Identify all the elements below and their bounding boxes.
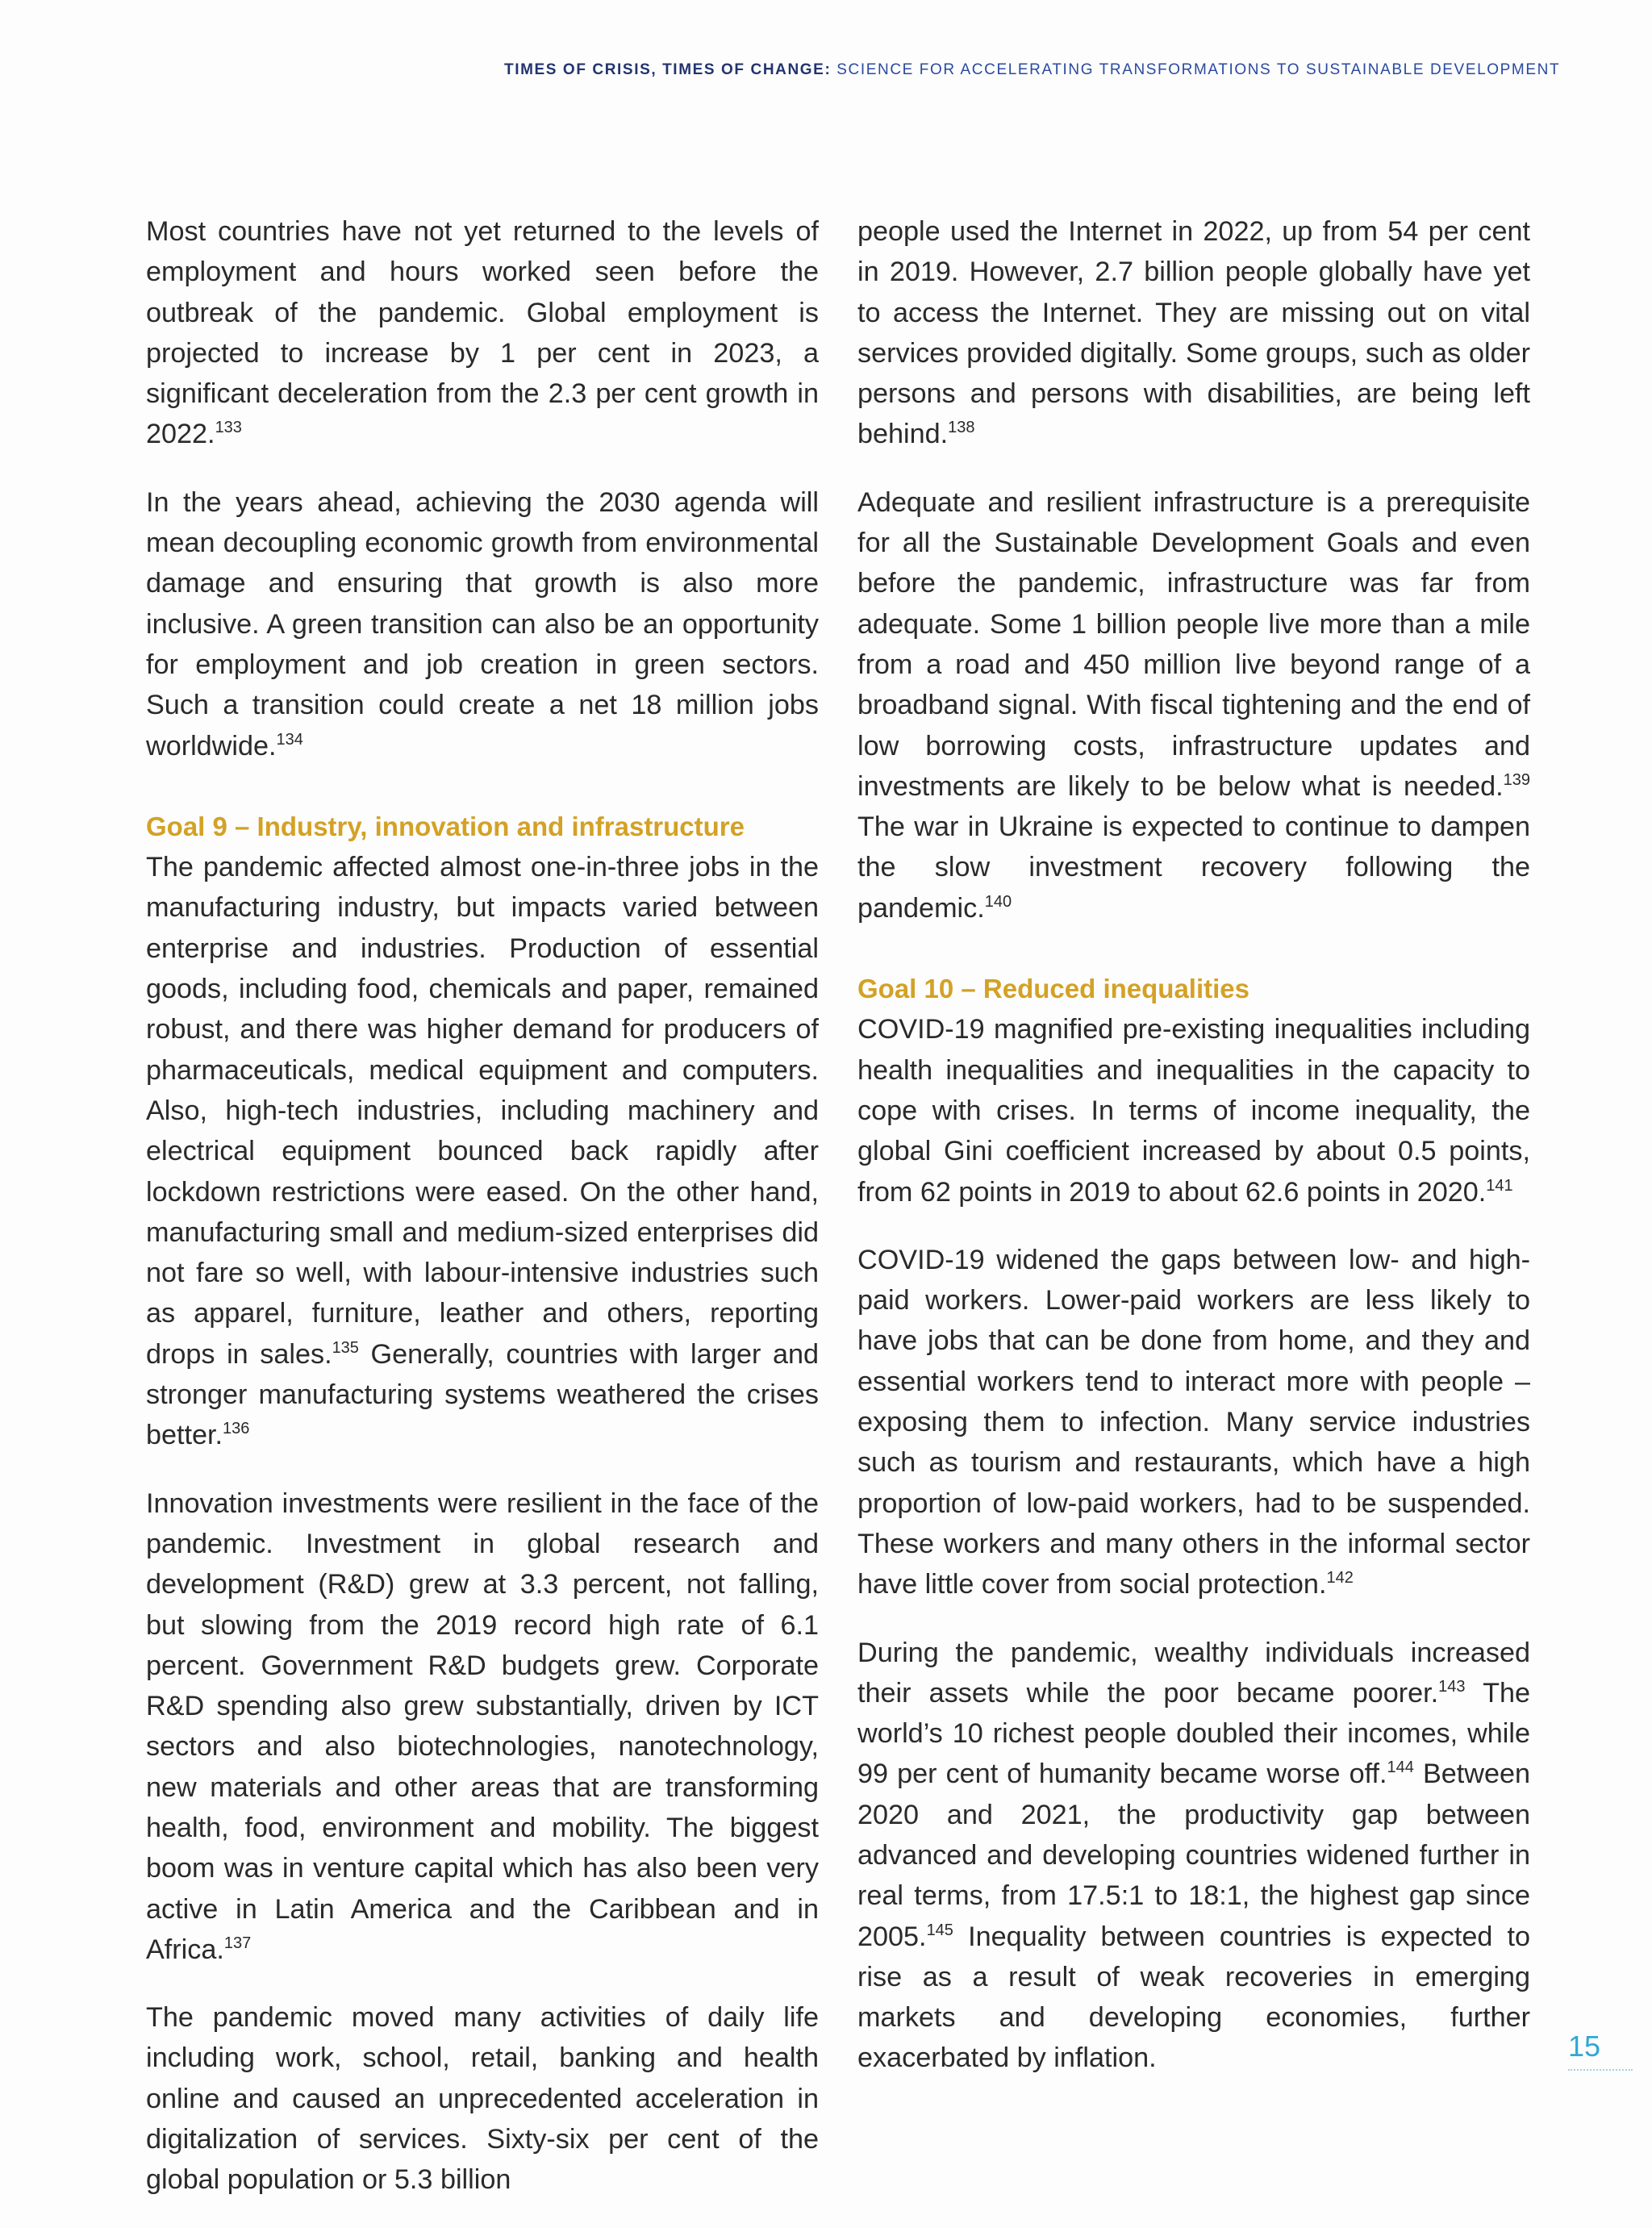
- right-column: [857, 211, 1530, 2106]
- paragraph-text: Innovation investments were resilient in the face of the pandemic. Investment in global research and development (R&D) grew at 3.3 percent, not falling, but slowing from the 2019 record high rate of 6.1 percent. Government R&D budgets grew. Corporate R&D spending also grew substantially, driven by ICT sectors and also biotechnologies, nanotechnology, new materials and other areas that are transforming health, food, environment and mobility. The biggest boom was in venture capital which has also been very active in Latin America and the Caribbean and in Africa.: [146, 1487, 819, 1965]
- paragraph-digitalization: [146, 1997, 819, 2200]
- paragraph-text: COVID-19 widened the gaps between low- and high-paid workers. Lower-paid workers are less likely to have jobs that can be done from home, and they and essential workers tend to interact more with people – exposing them to infection. Many service industries such as tourism and restaurants, which have a high proportion of low-paid workers, had to be suspended. These workers and many others in the informal sector have little cover from social protection.: [857, 1244, 1530, 1600]
- paragraph-internet-access: [857, 211, 1530, 455]
- paragraph-gini: [857, 1009, 1530, 1212]
- footnote-ref[interactable]: 138: [948, 419, 975, 437]
- paragraph-text: Between 2020 and 2021, the productivity gap between advanced and developing countries widened further in real terms, from 17.5:1 to 18:1, the highest gap since 2005.: [857, 1759, 1530, 1952]
- page-number: 15: [1568, 2030, 1601, 2063]
- paragraph-innovation: [146, 1483, 819, 1971]
- left-column: [146, 211, 819, 2228]
- paragraph-text: Generally, countries with larger and stronger manufacturing systems weathered the crises better.: [146, 1338, 819, 1451]
- paragraph-text: people used the Internet in 2022, up from 54 per cent in 2019. However, 2.7 billion people globally have yet to access the Internet. They are missing out on vital services provided digitally. Some groups, such as older persons and persons with disabilities, are being left behind.: [857, 216, 1530, 450]
- footnote-ref[interactable]: 136: [223, 1420, 250, 1438]
- footnote-ref[interactable]: 133: [215, 419, 242, 437]
- goal-10-heading: Goal 10 – Reduced inequalities: [857, 974, 1249, 1004]
- footnote-ref[interactable]: 143: [1438, 1677, 1466, 1696]
- paragraph-text: Most countries have not yet returned to the levels of employment and hours worked seen before the outbreak of the pandemic. Global employment is projected to increase by 1 per cent in 2023, a significant deceleration from the 2.3 per cent growth in 2022.: [146, 216, 819, 450]
- paragraph-text: In the years ahead, achieving the 2030 agenda will mean decoupling economic growth from environmental damage and ensuring that growth is also more inclusive. A green transition can also be an opportunity for employment and job creation in green sectors. Such a transition could create a net 18 million jobs worldwide.: [146, 486, 819, 761]
- footnote-ref[interactable]: 141: [1486, 1176, 1513, 1195]
- running-header-subtitle: SCIENCE FOR ACCELERATING TRANSFORMATIONS TO SUSTAINABLE DEVELOPMENT: [831, 61, 1561, 78]
- paragraph-manufacturing: [146, 847, 819, 1455]
- paragraph-wage-gaps: [857, 1240, 1530, 1605]
- paragraph-employment: [146, 211, 819, 455]
- goal-9-heading: Goal 9 – Industry, innovation and infrastructure: [146, 811, 745, 841]
- paragraph-text: The war in Ukraine is expected to continue to dampen the slow investment recovery following the pandemic.: [857, 812, 1530, 924]
- footnote-ref[interactable]: 139: [1503, 770, 1530, 789]
- paragraph-text: The pandemic moved many activities of daily life including work, school, retail, banking and health online and caused an unprecedented acceleration in digitalization of services. Sixty-six per cent of the global population or 5.3 billion: [146, 2002, 819, 2196]
- paragraph-infrastructure: [857, 482, 1530, 928]
- paragraph-text: Inequality between countries is expected to rise as a result of weak recoveries in emerging markets and developing economies, further exacerbated by inflation.: [857, 1921, 1530, 2074]
- paragraph-green-transition: [146, 482, 819, 766]
- paragraph-wealth-inequality: [857, 1633, 1530, 2079]
- footnote-ref[interactable]: 135: [332, 1338, 359, 1357]
- footnote-ref[interactable]: 142: [1326, 1569, 1354, 1588]
- paragraph-text: The world’s 10 richest people doubled their incomes, while 99 per cent of humanity became worse off.: [857, 1677, 1530, 1790]
- page-number-divider: [1568, 2069, 1633, 2071]
- running-header: [504, 61, 1561, 79]
- footnote-ref[interactable]: 144: [1387, 1759, 1414, 1777]
- paragraph-text: The pandemic affected almost one-in-three jobs in the manufacturing industry, but impacts varied between enterprise and industries. Production of essential goods, including food, chemicals and paper, remained robust, and there was higher demand for producers of pharmaceuticals, medical equipment and computers. Also, high-tech industries, including machinery and electrical equipment bounced back rapidly after lockdown restrictions were eased. On the other hand, manufacturing small and medium-sized enterprises did not fare so well, with labour-intensive industries such as apparel, furniture, leather and others, reporting drops in sales.: [146, 852, 819, 1370]
- footnote-ref[interactable]: 140: [984, 892, 1012, 911]
- paragraph-text: Adequate and resilient infrastructure is a prerequisite for all the Sustainable Development Goals and even before the pandemic, infrastructure was far from adequate. Some 1 billion people live more than a mile from a road and 450 million live beyond range of a broadband signal. With fiscal tightening and the end of low borrowing costs, infrastructure updates and investments are likely to be below what is needed.: [857, 486, 1530, 802]
- footnote-ref[interactable]: 137: [223, 1934, 252, 1952]
- footnote-ref[interactable]: 134: [276, 730, 303, 749]
- running-header-title: TIMES OF CRISIS, TIMES OF CHANGE:: [504, 61, 832, 78]
- footnote-ref[interactable]: 145: [926, 1921, 953, 1939]
- paragraph-text: COVID-19 magnified pre-existing inequalities including health inequalities and inequalities in the capacity to cope with crises. In terms of income inequality, the global Gini coefficient increased by about 0.5 points, from 62 points in 2019 to about 62.6 points in 2020.: [857, 1014, 1530, 1208]
- paragraph-text: During the pandemic, wealthy individuals increased their assets while the poor became poorer.: [857, 1637, 1530, 1709]
